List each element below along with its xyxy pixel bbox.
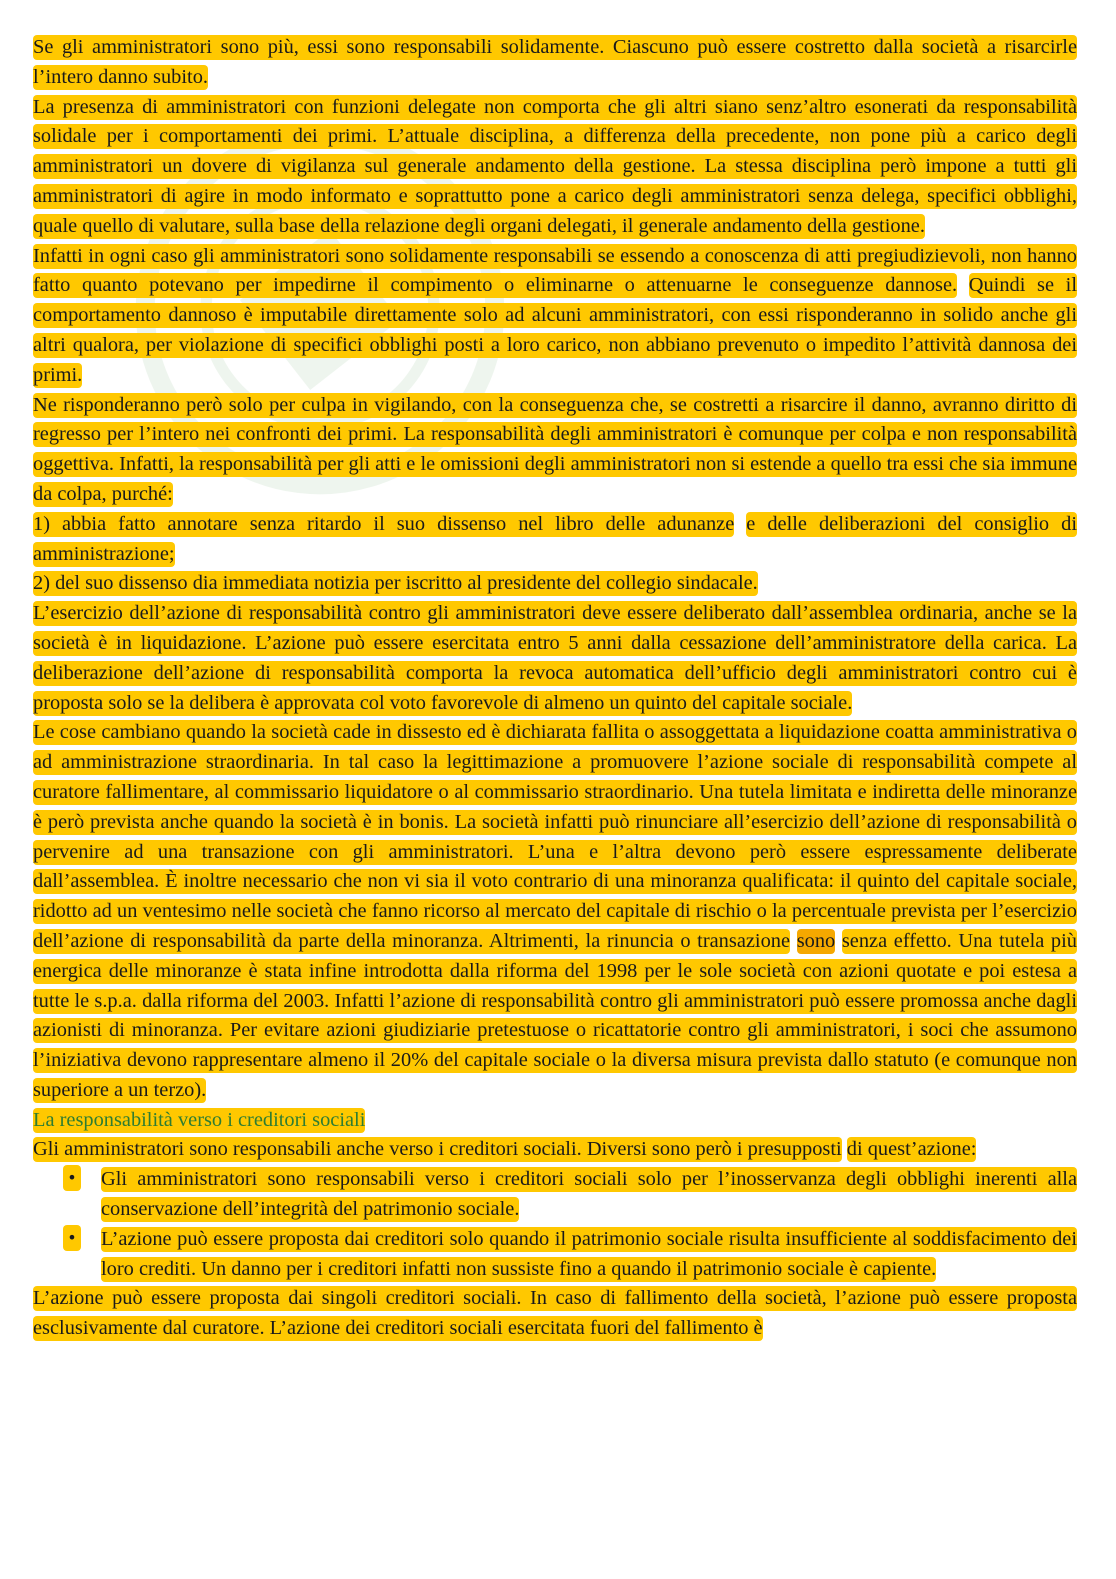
bullet-list [33,1165,1077,1284]
bullet-icon: • [63,1225,81,1251]
highlighted-text: Quindi se il comportamento dannoso è imputabile direttamente solo ad alcuni amministratori, con essi risponderanno in solido anche gli altri qualora, per violazione di specifici obblighi posti a loro carico, non abbiano prevenuto o impedito l’attività dannosa dei primi. [33,274,1077,386]
paragraph-insolvency [33,718,1077,1105]
highlighted-text: L’azione può essere proposta dai creditori solo quando il patrimonio sociale risulta insufficiente al soddisfacimento dei loro crediti. Un danno per i creditori infatti non sussiste fino a quando il patrimonio sociale è capiente. [101,1227,1077,1280]
highlighted-text: Gli amministratori sono responsabili anche verso i creditori sociali. Diversi sono però i presupposti [33,1138,842,1161]
paragraph-culpa-in-vigilando [33,391,1077,510]
list-item [33,1165,1077,1225]
list-item [33,1225,1077,1285]
highlighted-text: di quest’azione: [846,1138,977,1161]
highlighted-text: e delle deliberazioni del consiglio di amministrazione; [33,512,1077,565]
paragraph-condition-1 [33,510,1077,570]
highlighted-text: L’azione può essere proposta dai singoli creditori sociali. In caso di fallimento della società, l’azione può essere proposta esclusivamente dal curatore. L’azione dei creditori sociali esercitata fuori del fallimento è [33,1287,1077,1340]
paragraph-condition-2 [33,569,1077,599]
highlighted-text: 1) abbia fatto annotare senza ritardo il suo dissenso nel libro delle adunanze [33,512,735,535]
highlighted-text: 2) del suo dissenso dia immediata notizia per iscritto al presidente del collegio sindacale. [33,572,758,595]
highlighted-text: Le cose cambiano quando la società cade in dissesto ed è dichiarata fallita o assoggettata a liquidazione coatta amministrativa o ad amministrazione straordinaria. In tal caso la legittimazione a promuovere l’azione sociale di responsabilità compete al curatore fallimentare, al commissario liquidatore o al commissario straordinario. Una tutela limitata e indiretta delle minoranze è però prevista anche quando la società è in bonis. La società infatti può rinunciare all’esercizio dell’azione di responsabilità o pervenire ad una transazione con gli amministratori. L’una e l’altra devono però essere espressamente deliberate dall’assemblea. È inoltre necessario che non vi sia il voto contrario di una minoranza qualificata: il quinto del capitale sociale, ridotto ad un ventesimo nelle società che fanno ricorso al mercato del capitale di rischio o la percentuale prevista per l’esercizio dell’azione di responsabilità da parte della minoranza. Altrimenti, la rinuncia o transazione [33,721,1077,952]
highlighted-text: Infatti in ogni caso gli amministratori sono solidamente responsabili se essendo a conoscenza di atti pregiudizievoli, non hanno fatto quanto potevano per impedirne il compimento o eliminarne o attenuarne le conseguenze dannose. [33,244,1077,297]
paragraph-solidarity [33,33,1077,93]
paragraph-prejudicial-acts [33,242,1077,391]
paragraph-exercise-of-action [33,599,1077,718]
highlighted-text-strong: sono [796,929,836,952]
highlighted-text: La presenza di amministratori con funzioni delegate non comporta che gli altri siano senz’altro esonerati da responsabilità solidale per i comportamenti dei primi. L’attuale disciplina, a differenza della precedente, non pone più a carico degli amministratori un dovere di vigilanza sul generale andamento della gestione. La stessa disciplina però impone a tutti gli amministratori di agire in modo informato e soprattutto pone a carico degli amministratori senza delega, specifici obblighi, quale quello di valutare, sulla base della relazione degli organi delegati, il generale andamento della gestione. [33,95,1077,237]
paragraph-single-creditors [33,1284,1077,1344]
section-heading [33,1106,1077,1136]
highlighted-text: L’esercizio dell’azione di responsabilità contro gli amministratori deve essere deliberato dall’assemblea ordinaria, anche se la società è in liquidazione. L’azione può essere esercitata entro 5 anni dalla cessazione dell’amministratore della carica. La deliberazione dell’azione di responsabilità comporta la revoca automatica dell’ufficio degli amministratori contro cui è proposta solo se la delibera è approvata col voto favorevole di almeno un quinto del capitale sociale. [33,602,1077,714]
bullet-icon: • [63,1165,81,1191]
paragraph-creditors-intro [33,1135,1077,1165]
paragraph-delegated-functions [33,93,1077,242]
highlighted-text: Gli amministratori sono responsabili verso i creditori sociali solo per l’inosservanza degli obblighi inerenti alla conservazione dell’integrità del patrimonio sociale. [101,1168,1077,1221]
highlighted-text: senza effetto. Una tutela più energica delle minoranze è stata infine introdotta dalla riforma del 1998 per le sole società con azioni quotate e poi estesa a tutte le s.p.a. dalla riforma del 2003. Infatti l’azione di responsabilità contro gli amministratori può essere promossa anche dagli azionisti di minoranza. Per evitare azioni giudiziarie pretestuose o ricattatorie contro gli amministratori, i soci che assumono l’iniziativa devono rappresentare almeno il 20% del capitale sociale o la diversa misura prevista dallo statuto (e comunque non superiore a un terzo). [33,929,1077,1101]
highlighted-text: Ne risponderanno però solo per culpa in vigilando, con la conseguenza che, se costretti a risarcire il danno, avranno diritto di regresso per l’intero nei confronti dei primi. La responsabilità degli amministratori è comunque per colpa e non responsabilità oggettiva. Infatti, la responsabilità per gli atti e le omissioni degli amministratori non si estende a quello tra essi che sia immune da colpa, purché: [33,393,1077,505]
document-page [33,33,1077,1344]
highlighted-text: Se gli amministratori sono più, essi sono responsabili solidamente. Ciascuno può essere costretto dalla società a risarcirle l’intero danno subito. [33,36,1077,88]
highlighted-heading: La responsabilità verso i creditori sociali [33,1108,366,1131]
